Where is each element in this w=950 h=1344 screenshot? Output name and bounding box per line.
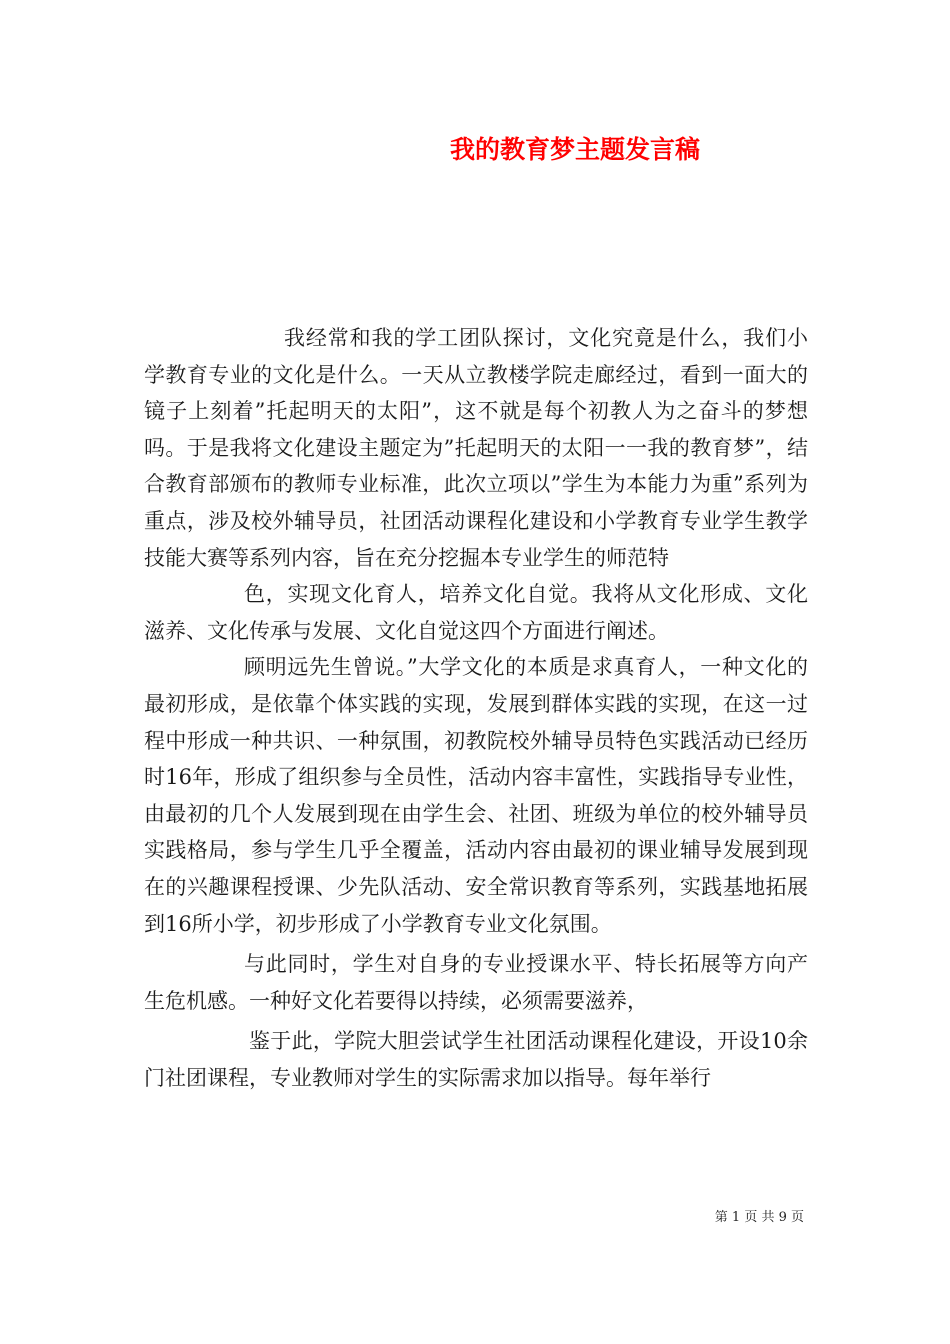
paragraph-4: 与此同时，学生对自身的专业授课水平、特长拓展等方向产生危机感。一种好文化若要得以持续，必须需要滋养， [144, 952, 808, 1013]
document-title: 我的教育梦主题发言稿 [449, 135, 700, 164]
document-body [144, 320, 808, 1096]
paragraph-1: 我经常和我的学工团队探讨，文化究竟是什么，我们小学教育专业的文化是什么。一天从立教楼学院走廊经过，看到一面大的镜子上刻着”托起明天的太阳”，这不就是每个初教人为之奋斗的梦想吗。于是我将文化建设主题定为”托起明天的太阳一一我的教育梦”，结合教育部颁布的教师专业标准，此次立项以”学生为本能力为重”系列为重点，涉及校外辅导员，社团活动课程化建设和小学教育专业学生教学技能大赛等系列内容，旨在充分挖掘本专业学生的师范特 [144, 326, 808, 570]
paragraph-3: 顾明远先生曾说。”大学文化的本质是求真育人，一种文化的最初形成，是依靠个体实践的实现，发展到群体实践的实现，在这一过程中形成一种共识、一种氛围，初教院校外辅导员特色实践活动已经历时16年，形成了组织参与全员性，活动内容丰富性，实践指导专业性，由最初的几个人发展到现在由学生会、社团、班级为单位的校外辅导员实践格局，参与学生几乎全覆盖，活动内容由最初的课业辅导发展到现在的兴趣课程授课、少先队活动、安全常识教育等系列，实践基地拓展到16所小学，初步形成了小学教育专业文化氛围。 [144, 655, 808, 936]
page-number-footer: 第 1 页 共 9 页 [714, 1210, 804, 1225]
paragraph-5: 鉴于此，学院大胆尝试学生社团活动课程化建设，开设10余门社团课程，专业教师对学生的实际需求加以指导。每年举行 [144, 1029, 808, 1090]
paragraph-2: 色，实现文化育人，培养文化自觉。我将从文化形成、文化滋养、文化传承与发展、文化自觉这四个方面进行阐述。 [144, 582, 808, 643]
